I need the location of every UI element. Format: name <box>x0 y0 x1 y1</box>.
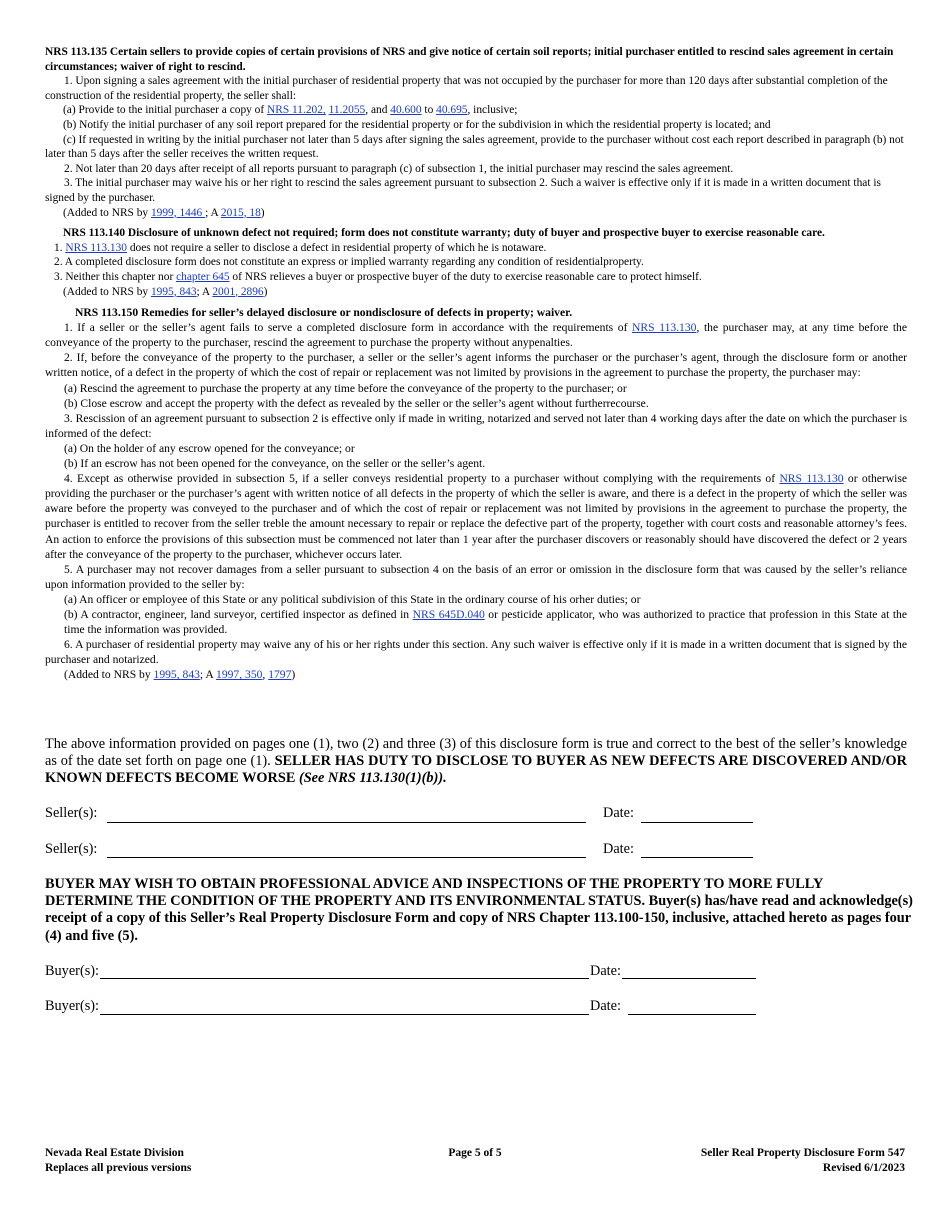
text: , the purchaser may, at any time before the conveyance of the property to the purchaser, rescind the agreement to purchase the property without anypenalties. <box>45 321 907 350</box>
history-note <box>45 285 907 300</box>
text: (Added to NRS by <box>63 285 151 298</box>
statute-link[interactable]: 1797 <box>268 668 292 682</box>
paragraph: 2. If, before the conveyance of the property to the purchaser, a seller or the seller’s agent informs the purchaser or the purchaser’s agent, through the disclosure form or another written notice, of a defect in the property of which the cost of repair or replacement was not limited by provisions in the agreement to purchase the property, the purchaser may: <box>45 351 907 380</box>
text: does not require a seller to disclose a defect in residential property of which he is notaware. <box>127 241 547 254</box>
footer-right <box>701 1146 905 1175</box>
buyer-signature-field[interactable] <box>100 1014 589 1015</box>
paragraph <box>45 320 907 350</box>
statute-link[interactable]: NRS 645D.040 <box>412 607 485 621</box>
statute-link[interactable]: 1995, 843 <box>150 285 197 298</box>
seller-date-field[interactable] <box>641 857 753 858</box>
statute-link[interactable]: 2001, 2896 <box>212 285 264 298</box>
paragraph: 1. Upon signing a sales agreement with the initial purchaser of residential property that was not occupied by the purchaser for more than 120 days after substantial completion of the construction of the residential property, the seller shall: <box>45 75 888 102</box>
paragraph: (b) Close escrow and accept the property with the defect as revealed by the seller or the seller’s agent without furtherrecourse. <box>64 396 649 410</box>
text: (Added to NRS by <box>64 668 154 682</box>
history-note <box>45 667 907 682</box>
chapter-link[interactable]: chapter 645 <box>176 270 230 283</box>
statute-link[interactable]: NRS 113.130 <box>65 241 127 254</box>
section-113-140 <box>45 226 907 299</box>
paragraph: (c) If requested in writing by the initial purchaser not later than 5 days after signing the sales agreement, provide to the purchaser without cost each report described in paragraph (b) not later than 5 days after the seller receives the written request. <box>45 133 904 161</box>
text: to <box>421 104 437 117</box>
statute-link[interactable]: 1997, 350 <box>216 668 263 682</box>
buyer-date-label: Date: <box>590 998 621 1014</box>
duty-notice: SELLER HAS DUTY TO DISCLOSE TO BUYER AS NEW DEFECTS ARE DISCOVERED AND/OR KNOWN DEFECTS BECOME WORSE <box>45 753 907 787</box>
statute-link[interactable]: 40.600 <box>390 104 422 117</box>
buyer-acknowledgement: Buyer(s) has/have read and acknowledge(s) receipt of a copy of this Seller’s Real Property Disclosure Form and copy of NRS Chapter 113.100-150, inclusive, attached hereto as pages four (4) and five (5). <box>45 893 913 944</box>
text: 1. If a seller or the seller’s agent fails to serve a completed disclosure form in accordance with the requirements of <box>64 321 633 335</box>
statute-link[interactable]: NRS 113.130 <box>779 472 844 486</box>
seller-signature-field[interactable] <box>107 857 586 858</box>
text: , and <box>365 104 391 117</box>
section-heading: NRS 113.135 Certain sellers to provide copies of certain provisions of NRS and give notice of certain soil reports; initial purchaser entitled to rescind sales agreement in certain circumstances; waiver of right to rescind. <box>45 46 894 73</box>
text: , <box>262 668 269 682</box>
paragraph <box>45 103 907 118</box>
form-name: Seller Real Property Disclosure Form 547 <box>700 1147 905 1159</box>
statute-link[interactable]: 40.695 <box>436 104 468 117</box>
text: ) <box>291 668 296 682</box>
text: , inclusive; <box>467 104 518 117</box>
text: ) <box>263 285 268 298</box>
paragraph: (a) An officer or employee of this State or any political subdivision of this State in the ordinary course of his orher duties; or <box>64 592 641 606</box>
text: 3. Neither this chapter nor <box>54 270 177 283</box>
text: ; A <box>196 285 213 298</box>
seller-certification <box>45 736 907 788</box>
paragraph: 6. A purchaser of residential property may waive any of his or her rights under this section. Any such waiver is effective only if it is made in a written document that is signed by the purchaser and notarized. <box>45 638 907 667</box>
paragraph: (a) Rescind the agreement to purchase the property at any time before the conveyance of the property to the purchaser; or <box>64 381 627 395</box>
buyer-signature-label: Buyer(s): <box>45 998 99 1014</box>
paragraph: 5. A purchaser may not recover damages from a seller pursuant to subsection 4 on the basis of an error or omission in the disclosure form that was caused by the seller’s reliance upon information provided to the seller by: <box>45 562 907 591</box>
version-note: Replaces all previous versions <box>45 1161 192 1174</box>
page-number-text: Page 5 of 5 <box>448 1147 502 1159</box>
document-body <box>45 45 907 682</box>
statute-link[interactable]: 11.2055 <box>328 104 366 117</box>
section-113-135 <box>45 45 907 220</box>
paragraph: (b) Notify the initial purchaser of any soil report prepared for the residential property or for the subdivision in which the residential property is located; and <box>63 118 771 131</box>
paragraph: 2. A completed disclosure form does not constitute an express or implied warranty regarding any condition of residentialproperty. <box>54 256 644 269</box>
paragraph: 3. Rescission of an agreement pursuant to subsection 2 is effective only if made in writing, notarized and served not later than 4 working days after the date on which the purchaser is informed of the defect: <box>45 411 907 440</box>
seller-signature-label: Seller(s): <box>45 805 98 821</box>
buyer-notice <box>45 876 913 945</box>
text: ; A <box>205 206 221 219</box>
buyer-advice-notice: BUYER MAY WISH TO OBTAIN PROFESSIONAL ADVICE AND INSPECTIONS OF THE PROPERTY TO MORE FULLY DETERMINE THE CONDITION OF THE PROPERTY AND ITS ENVIRONMENTAL STATUS. <box>45 876 823 910</box>
buyer-date-label: Date: <box>590 963 621 979</box>
text: or otherwise providing the purchaser or the purchaser’s agent with written notice of all defects in the property of which the seller is aware, and there is a defect in the property of which the seller was aware before the property was conveyed to the purchaser and of which the cost of repair or replacement was not limited by provisions in the agreement to purchase the property, the purchaser is entitled to recover from the seller treble the amount necessary to repair or replace the defective part of the property, together with court costs and reasonable attorney’s fees. An action to enforce the provisions of this subsection must be commenced not later than 1 year after the purchaser discovers or reasonably should have discovered the defect or 2 years after the conveyance of the property to the purchaser, whichever occurs later. <box>45 472 908 561</box>
paragraph <box>45 471 907 562</box>
paragraph <box>45 607 907 637</box>
text: 4. Except as otherwise provided in subsection 5, if a seller conveys residential property to a purchaser without complying with the requirements of <box>64 472 780 486</box>
seller-date-label: Date: <box>603 805 634 821</box>
paragraph: (b) If an escrow has not been opened for the conveyance, on the seller or the seller’s agent. <box>64 457 486 471</box>
section-heading: NRS 113.140 Disclosure of unknown defect not required; form does not constitute warranty; duty of buyer and prospective buyer to exercise reasonable care. <box>63 227 825 240</box>
history-note <box>45 206 907 221</box>
paragraph <box>45 241 907 256</box>
section-heading: NRS 113.150 Remedies for seller’s delayed disclosure or nondisclosure of defects in property; waiver. <box>75 306 573 320</box>
text: 1. <box>54 241 66 254</box>
section-113-150 <box>45 305 907 682</box>
paragraph: 3. The initial purchaser may waive his or her right to rescind the sales agreement pursuant to subsection 2. Such a waiver is effective only if it is made in a written document that is signed by the purchaser. <box>45 177 881 204</box>
text: (Added to NRS by <box>63 206 151 219</box>
seller-date-label: Date: <box>603 841 634 857</box>
buyer-date-field[interactable] <box>622 978 756 979</box>
statute-link[interactable]: NRS 113.130 <box>632 321 697 335</box>
text: ; A <box>199 668 217 682</box>
text: (a) Provide to the initial purchaser a copy of <box>63 104 268 117</box>
statute-link[interactable]: NRS 11.202, <box>267 104 326 117</box>
statute-link[interactable]: 1995, 843 <box>153 668 200 682</box>
agency-name: Nevada Real Estate Division <box>45 1147 184 1159</box>
statute-reference: (See NRS 113.130(1)(b)). <box>298 770 447 787</box>
text: (b) A contractor, engineer, land surveyor, certified inspector as defined in <box>64 607 413 621</box>
paragraph <box>45 270 907 285</box>
seller-signature-field[interactable] <box>107 822 586 823</box>
text: of NRS relieves a buyer or prospective buyer of the duty to exercise reasonable care to protect himself. <box>229 270 702 283</box>
text: The above information provided on pages one (1), two (2) and three (3) of this disclosure form is true and correct to the best of the seller’s knowledge as of the date set forth on page one (1). <box>45 736 907 770</box>
seller-signature-label: Seller(s): <box>45 841 98 857</box>
seller-date-field[interactable] <box>641 822 753 823</box>
buyer-date-field[interactable] <box>628 1014 756 1015</box>
paragraph: (a) On the holder of any escrow opened for the conveyance; or <box>64 441 355 455</box>
revision-date: Revised 6/1/2023 <box>822 1161 905 1174</box>
buyer-signature-field[interactable] <box>100 978 589 979</box>
text: ) <box>260 206 265 219</box>
text: or pesticide applicator, who was authorized to practice that profession in this State at the time the information was provided. <box>64 607 907 637</box>
paragraph: 2. Not later than 20 days after receipt of all reports pursuant to paragraph (c) of subsection 1, the initial purchaser may rescind the sales agreement. <box>64 162 734 175</box>
buyer-signature-label: Buyer(s): <box>45 963 99 979</box>
statute-link[interactable]: 1999, 1446 <box>150 206 206 219</box>
statute-link[interactable]: 2015, 18 <box>220 206 261 219</box>
